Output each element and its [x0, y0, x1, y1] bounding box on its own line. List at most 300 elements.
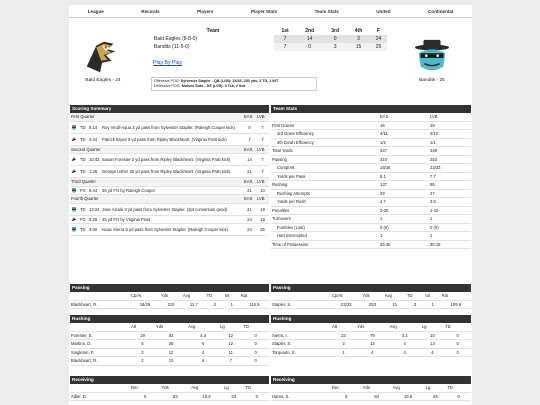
- rushing-player-name[interactable]: Sierra, I.: [271, 331, 331, 340]
- rushing-player-row: [271, 331, 471, 340]
- score-cell: 7: [274, 35, 296, 43]
- receiving-col-header: Avg: [190, 384, 223, 392]
- passing-col-header: Avg: [384, 292, 406, 300]
- team-stat-row: [271, 155, 471, 164]
- rushing-col-header: Lg: [219, 323, 242, 331]
- stat-label: Passing: [271, 155, 379, 164]
- score-lvb: 7: [256, 133, 269, 145]
- rushing-stat-cell: 0: [242, 340, 269, 349]
- team-stats-header-row: [271, 113, 471, 121]
- team-stat-row: [271, 215, 471, 224]
- nav-player-stats[interactable]: Player Stats: [250, 8, 278, 14]
- play-type: TD: [79, 166, 88, 178]
- team-icon-cell: [70, 121, 79, 133]
- receiving-player-header: [271, 384, 331, 392]
- rushing-stat-cell: 12: [356, 340, 388, 349]
- game-page: [69, 5, 472, 405]
- score-final: 25: [370, 43, 387, 51]
- play-time: 9:14: [88, 121, 101, 133]
- rushing-player-row: [70, 357, 269, 366]
- score-team-name: Bandits (11-5-0): [154, 44, 190, 50]
- score-eas: 14: [243, 154, 256, 166]
- rushing-stat-cell: 6: [187, 357, 219, 366]
- score-eas: 0: [243, 121, 256, 133]
- col-lvb-header: LVB: [256, 195, 269, 204]
- rushing-stat-cell: 4: [187, 348, 219, 357]
- receiving-player-name[interactable]: Adler, D.: [70, 392, 130, 401]
- rushing-stat-cell: 12: [219, 340, 242, 349]
- rushing-col-header: Yds: [356, 323, 388, 331]
- play-type: TD: [79, 224, 88, 236]
- rushing-stat-cell: 79: [356, 331, 388, 340]
- team-icon-cell: [70, 224, 79, 236]
- team-stat-row: [271, 232, 471, 241]
- team-stat-row: [271, 130, 471, 139]
- rushing-stat-cell: 4: [421, 348, 444, 357]
- team-icon-cell: [70, 154, 79, 166]
- receiving-stat-cell: 33: [223, 392, 245, 401]
- score-eas: 7: [243, 133, 256, 145]
- passing-header-row: [271, 292, 471, 300]
- play-by-play-link[interactable]: Play By Play: [153, 60, 183, 66]
- rushing-stat-cell: 4.4: [187, 331, 219, 340]
- passing-col-header: TD: [206, 292, 224, 300]
- passing-right-table: [271, 292, 471, 309]
- stat-value-eas: 4.7: [379, 198, 429, 207]
- score-lvb: 18: [256, 203, 269, 215]
- passing-stat-cell: 1: [424, 300, 440, 309]
- passing-col-header: TD: [406, 292, 424, 300]
- home-team-label: Bald Eagles - 24: [85, 78, 121, 83]
- scoring-summary-title: Scoring Summary: [70, 105, 269, 113]
- rushing-stat-cell: 30: [155, 340, 187, 349]
- stat-value-eas: 3-25: [379, 206, 429, 215]
- receiving-stat-cell: 83: [160, 392, 190, 401]
- passing-col-header: Int: [224, 292, 240, 300]
- team-stat-row: [271, 138, 471, 147]
- rushing-col-header: TD: [444, 323, 471, 331]
- stat-value-lvb: 1/1: [429, 138, 471, 147]
- receiving-stat-cell: 16.6: [190, 392, 223, 401]
- scoring-play-row: [70, 154, 269, 166]
- passing-col-header: Avg: [182, 292, 206, 300]
- col-lvb-header: LVB: [429, 113, 471, 121]
- receiving-col-header: Rec: [130, 384, 160, 392]
- rushing-stat-cell: 12: [155, 348, 187, 357]
- passing-stat-cell: 253: [361, 300, 383, 309]
- eagle-icon: [71, 137, 77, 142]
- play-time: 13:24: [88, 203, 101, 215]
- score-row-away: [152, 43, 387, 51]
- receiving-stat-cell: 84: [362, 392, 392, 401]
- stat-value-lvb: 23/33: [429, 164, 471, 173]
- passing-header-row: [70, 292, 269, 300]
- stat-value-lvb: 95: [429, 181, 471, 190]
- scoring-play-row: [70, 203, 269, 215]
- stat-value-eas: 1: [379, 232, 429, 241]
- bandit-icon: [71, 207, 77, 212]
- stat-value-eas: 0 (0): [379, 223, 429, 232]
- play-type: TD: [79, 121, 88, 133]
- scoring-play-row: [70, 224, 269, 236]
- team-stat-row: [271, 172, 471, 181]
- team-icon-cell: [70, 133, 79, 145]
- play-time: 6:44: [88, 186, 101, 195]
- passing-col-header: Cp/At: [130, 292, 160, 300]
- rushing-stat-cell: 5: [130, 340, 155, 349]
- col-eas-header: EAS: [243, 113, 256, 121]
- rushing-stat-cell: 10: [421, 331, 444, 340]
- team-stat-row: [271, 198, 471, 207]
- stat-value-eas: 1: [379, 215, 429, 224]
- stat-value-eas: 137: [379, 181, 429, 190]
- stat-value-lvb: 18: [429, 121, 471, 130]
- nav-players[interactable]: Players: [197, 8, 214, 14]
- stat-value-lvb: 1: [429, 232, 471, 241]
- scoring-play-row: [70, 215, 269, 224]
- rushing-stat-cell: 3: [331, 340, 356, 349]
- passing-player-name[interactable]: Blackheart, R.: [70, 300, 130, 309]
- col-lvb-header: LVB: [256, 145, 269, 154]
- receiving-left: [70, 376, 269, 401]
- play-description: Jose Alcala 3 yd pass from Sylvester Stapler. (2pt conversion good): [101, 203, 243, 215]
- passing-col-header: Rat: [441, 292, 471, 300]
- receiving-stat-cell: 5: [331, 392, 362, 401]
- bald-eagles-logo: [83, 38, 121, 76]
- score-eas: 24: [243, 215, 256, 224]
- stat-label: Rushing: [271, 181, 379, 190]
- score-lvb: 7: [256, 154, 269, 166]
- stat-value-lvb: 1: [429, 215, 471, 224]
- receiving-stat-cell: 25: [425, 392, 447, 401]
- quarter-row: [70, 195, 269, 204]
- receiving-stat-cell: 16.8: [392, 392, 425, 401]
- stat-label: Yards per Rush: [271, 198, 379, 207]
- rushing-right-title: Rushing: [271, 315, 471, 323]
- score-eas: 24: [243, 224, 256, 236]
- game-header: [69, 20, 472, 100]
- away-team-label: Bandits - 25: [419, 78, 445, 83]
- stat-value-eas: 4/11: [379, 130, 429, 139]
- score-cell: 0: [323, 35, 347, 43]
- stat-label: Comp/Att: [271, 164, 379, 173]
- score-header-team: Team: [206, 27, 220, 34]
- passing-player-row: [271, 300, 471, 309]
- stat-label: First Downs: [271, 121, 379, 130]
- receiving-col-header: Lg: [425, 384, 447, 392]
- passing-player-name[interactable]: Stapler, S.: [271, 300, 331, 309]
- receiving-header-row: [70, 384, 269, 392]
- team-icon-cell: [70, 203, 79, 215]
- stat-value-lvb: 3/10: [429, 130, 471, 139]
- rushing-stat-cell: 3: [130, 348, 155, 357]
- receiving-stat-cell: 0: [244, 392, 269, 401]
- play-description: Susan Forester 2 yd pass from Ripley Blackheart. (Virginia Pratt kick): [101, 154, 243, 166]
- passing-right: [271, 284, 471, 309]
- scoring-play-row: [70, 133, 269, 145]
- team-stat-row: [271, 189, 471, 198]
- passing-left: [70, 284, 269, 309]
- quarter-label: Third Quarter: [70, 178, 243, 187]
- receiving-header-row: [271, 384, 471, 392]
- receiving-col-header: Rec: [331, 384, 362, 392]
- team-stat-row: [271, 181, 471, 190]
- team-stat-row: [271, 206, 471, 215]
- rushing-stat-cell: 12: [219, 331, 242, 340]
- score-header-q4: 4th: [354, 27, 363, 34]
- stat-value-eas: 16: [379, 121, 429, 130]
- col-eas-header: EAS: [243, 178, 256, 187]
- rushing-player-row: [70, 331, 269, 340]
- stat-label: Turnovers: [271, 215, 379, 224]
- stat-value-eas: 1/2: [379, 138, 429, 147]
- score-cell: 14: [296, 35, 323, 43]
- rushing-stat-cell: 3.4: [389, 331, 421, 340]
- rushing-col-header: TD: [242, 323, 269, 331]
- score-eas: 21: [243, 203, 256, 215]
- score-lvb: 7: [256, 166, 269, 178]
- quarter-label: Fourth Quarter: [70, 195, 243, 204]
- stat-value-eas: 18/26: [379, 164, 429, 173]
- quarter-row: [70, 145, 269, 154]
- team-icon-cell: [70, 166, 79, 178]
- stat-value-lvb: 30:15: [429, 240, 471, 249]
- rushing-col-header: Yds: [155, 323, 187, 331]
- rushing-stat-cell: 2: [130, 357, 155, 366]
- players-of-game: [151, 77, 317, 91]
- passing-stat-cell: 11.7: [182, 300, 206, 309]
- receiving-col-header: Yds: [362, 384, 392, 392]
- stat-value-lvb: 348: [429, 147, 471, 156]
- nav-records[interactable]: Records: [141, 8, 160, 14]
- rushing-left: [70, 315, 269, 366]
- receiving-player-header: [70, 384, 130, 392]
- receiving-col-header: Avg: [392, 384, 425, 392]
- receiving-right: [271, 376, 471, 401]
- passing-stat-cell: 210: [160, 300, 182, 309]
- rushing-right: [271, 315, 471, 357]
- receiving-stat-cell: 0: [446, 392, 471, 401]
- rushing-stat-cell: 1: [331, 348, 356, 357]
- rushing-stat-cell: 13: [421, 340, 444, 349]
- scoring-table: [70, 113, 269, 236]
- passing-col-header: Yds: [160, 292, 182, 300]
- passing-col-header: Int: [424, 292, 440, 300]
- receiving-col-header: TD: [244, 384, 269, 392]
- bandit-icon: [71, 125, 77, 130]
- stat-label: Rushing Attempts: [271, 189, 379, 198]
- score-header-final: F: [376, 27, 381, 34]
- score-row-home: [152, 35, 387, 43]
- quarter-row: [70, 113, 269, 121]
- play-time: 3:00: [88, 224, 101, 236]
- scoring-play-row: [70, 166, 269, 178]
- score-cell: 3: [347, 35, 370, 43]
- score-header-q3: 3rd: [331, 27, 340, 34]
- passing-stat-cell: 3: [206, 300, 224, 309]
- team-icon-cell: [70, 186, 79, 195]
- stat-value-lvb: 1-15: [429, 206, 471, 215]
- rushing-player-row: [271, 340, 471, 349]
- passing-player-header: [271, 292, 331, 300]
- stat-label: 4th Down Efficiency: [271, 138, 379, 147]
- col-lvb-header: LVB: [256, 113, 269, 121]
- rushing-player-name[interactable]: Blackheart, R.: [70, 357, 130, 366]
- rushing-stat-cell: 0: [242, 348, 269, 357]
- score-final: 24: [370, 35, 387, 43]
- rushing-player-header: [271, 323, 331, 331]
- receiving-left-title: Receiving: [70, 376, 269, 384]
- play-time: 4:44: [88, 133, 101, 145]
- score-table: [152, 26, 387, 51]
- play-type: FG: [79, 186, 88, 195]
- quarter-label: First Quarter: [70, 113, 243, 121]
- scoring-play-row: [70, 121, 269, 133]
- score-cell: 3: [323, 43, 347, 51]
- score-team-name: Bald Eagles (8-8-0): [154, 36, 198, 42]
- rushing-player-name[interactable]: Torquado, S.: [271, 348, 331, 357]
- stat-value-lvb: 253: [429, 155, 471, 164]
- rushing-col-header: Avg: [389, 323, 421, 331]
- passing-col-header: Yds: [361, 292, 383, 300]
- defensive-pog: Defensive POG: Moises Soto - DE (LVB): 3 Tck, 2 Sck: [154, 84, 246, 88]
- stat-value-lvb: 3.5: [429, 198, 471, 207]
- stat-value-lvb: 7.7: [429, 172, 471, 181]
- rushing-stat-cell: 6: [187, 340, 219, 349]
- rushing-stat-cell: 4: [356, 348, 388, 357]
- play-time: 1:26: [88, 166, 101, 178]
- play-type: TD: [79, 133, 88, 145]
- rushing-col-header: Lg: [421, 323, 444, 331]
- play-time: 10:43: [88, 154, 101, 166]
- play-description: Patrick Bryan 9 yd pass from Ripley Blackheart. (Virginia Pratt kick): [101, 133, 243, 145]
- rushing-stat-cell: 0: [444, 331, 471, 340]
- rushing-stat-cell: 0: [242, 331, 269, 340]
- passing-col-header: Cp/At: [331, 292, 361, 300]
- passing-stat-cell: 18/26: [130, 300, 160, 309]
- stat-label: Total Yards: [271, 147, 379, 156]
- team-stat-row: [271, 121, 471, 130]
- team-stat-row: [271, 147, 471, 156]
- receiving-col-header: TD: [446, 384, 471, 392]
- score-eas: 21: [243, 186, 256, 195]
- rushing-left-table: [70, 323, 269, 366]
- receiving-right-table: [271, 384, 471, 401]
- team-stats-title: Team Stats: [271, 105, 471, 113]
- play-description: Roy Vindl-Aqua 3 yd pass from Sylvester Stapler. (Raleigh Cooper kick): [101, 121, 243, 133]
- rushing-player-header: [70, 323, 130, 331]
- stat-label: Fumbles (Lost): [271, 223, 379, 232]
- rushing-stat-cell: 4: [389, 340, 421, 349]
- receiving-player-name[interactable]: Harris, S.: [271, 392, 331, 401]
- play-type: TD: [79, 203, 88, 215]
- passing-stat-cell: 1: [224, 300, 240, 309]
- nav-united[interactable]: United: [376, 8, 391, 14]
- play-description: Isaac Sierra 6 yd pass from Sylvester Stapler. (Raleigh Cooper kick): [101, 224, 243, 236]
- rushing-player-name[interactable]: Stapler, S.: [271, 340, 331, 349]
- top-nav: [69, 5, 472, 18]
- score-lvb: 18: [256, 215, 269, 224]
- passing-left-table: [70, 292, 269, 309]
- nav-league[interactable]: League: [87, 8, 104, 14]
- eagle-icon: [71, 157, 77, 162]
- rushing-player-name[interactable]: Forester, S.: [70, 331, 130, 340]
- rushing-right-table: [271, 323, 471, 357]
- rushing-stat-cell: 4: [389, 348, 421, 357]
- rushing-player-row: [70, 340, 269, 349]
- eagle-icon: [71, 169, 77, 174]
- stat-value-eas: 347: [379, 147, 429, 156]
- team-stat-row: [271, 223, 471, 232]
- passing-right-title: Passing: [271, 284, 471, 292]
- stat-label: Yards per Pass: [271, 172, 379, 181]
- passing-stat-cell: 3: [406, 300, 424, 309]
- team-icon-cell: [70, 215, 79, 224]
- score-lvb: 7: [256, 121, 269, 133]
- rushing-player-row: [70, 348, 269, 357]
- team-stats-table: [271, 113, 471, 249]
- play-time: 8:25: [88, 215, 101, 224]
- receiving-left-table: [70, 384, 269, 401]
- nav-team-stats[interactable]: Team Stats: [314, 8, 339, 14]
- play-description: 36 yd FG by Raleigh Cooper: [101, 186, 243, 195]
- passing-player-row: [70, 300, 269, 309]
- passing-stat-cell: 115.9: [240, 300, 269, 309]
- scoring-play-row: [70, 186, 269, 195]
- score-header-q1: 1st: [281, 27, 289, 34]
- score-header-q2: 2nd: [305, 27, 315, 34]
- quarter-label: Second Quarter: [70, 145, 243, 154]
- rushing-player-name[interactable]: Singleton, F.: [70, 348, 130, 357]
- score-cell: 15: [347, 43, 370, 51]
- bandit-icon: [71, 188, 77, 193]
- quarter-row: [70, 178, 269, 187]
- rushing-stat-cell: 12: [155, 357, 187, 366]
- bandits-logo: [411, 38, 453, 76]
- stat-value-eas: 8.1: [379, 172, 429, 181]
- rushing-col-header: Att: [130, 323, 155, 331]
- play-type: TD: [79, 154, 88, 166]
- rushing-player-name[interactable]: Martino, D.: [70, 340, 130, 349]
- col-eas-header: EAS: [243, 145, 256, 154]
- nav-continental[interactable]: Continental: [427, 8, 454, 14]
- rushing-stat-cell: 0: [444, 340, 471, 349]
- rushing-stat-cell: 0: [444, 348, 471, 357]
- stat-value-lvb: 0 (0): [429, 223, 471, 232]
- stat-value-lvb: 27: [429, 189, 471, 198]
- stat-value-eas: 29: [379, 189, 429, 198]
- rushing-stat-cell: 23: [331, 331, 356, 340]
- rushing-left-title: Rushing: [70, 315, 269, 323]
- play-description: George Usher 25 yd pass from Ripley Blackheart. (Virginia Pratt kick): [101, 166, 243, 178]
- eagle-icon: [71, 217, 77, 222]
- receiving-col-header: Lg: [223, 384, 245, 392]
- rushing-header-row: [70, 323, 269, 331]
- stat-label: Had Intercepted: [271, 232, 379, 241]
- passing-stat-cell: 109.8: [441, 300, 471, 309]
- play-description: 45 yd FG by Virginia Pratt: [101, 215, 243, 224]
- col-eas-header: EAS: [379, 113, 429, 121]
- stat-label: Time of Possession: [271, 240, 379, 249]
- stat-label-header: [271, 113, 379, 121]
- rushing-player-row: [271, 348, 471, 357]
- passing-col-header: Rat: [240, 292, 269, 300]
- passing-left-title: Passing: [70, 284, 269, 292]
- rushing-stat-cell: 83: [155, 331, 187, 340]
- score-cell: 7: [274, 43, 296, 51]
- rushing-header-row: [271, 323, 471, 331]
- receiving-stat-cell: 5: [130, 392, 160, 401]
